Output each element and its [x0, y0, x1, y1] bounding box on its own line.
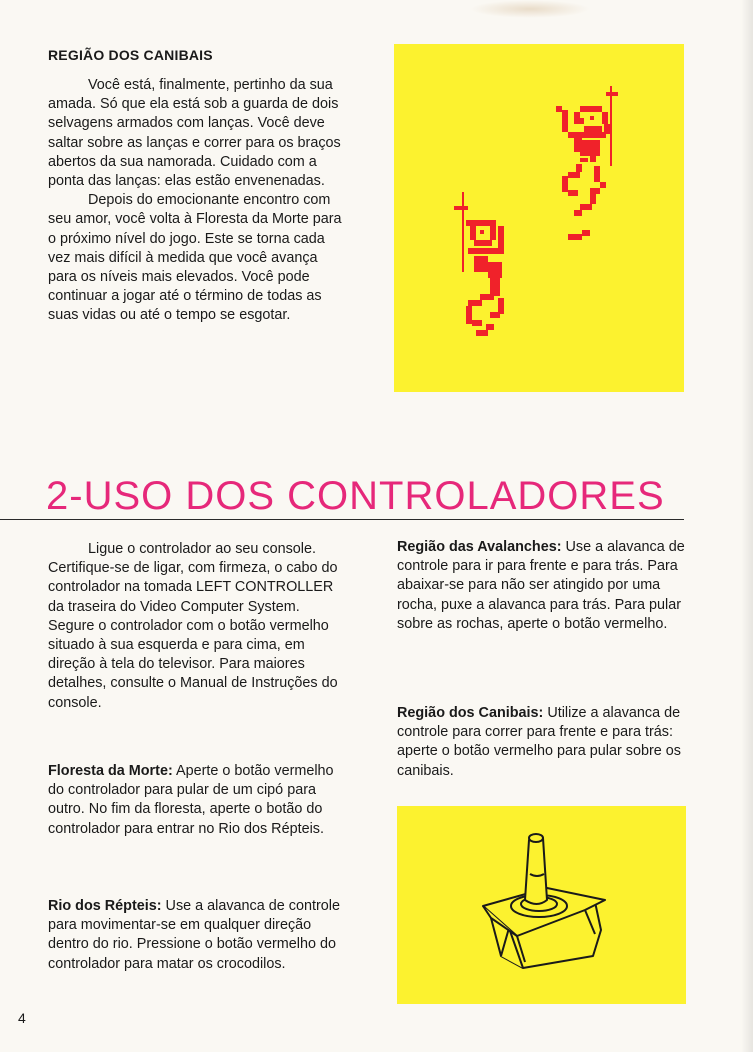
cannibal-section-heading: REGIÃO DOS CANIBAIS [48, 47, 213, 63]
chapter-divider [0, 519, 684, 520]
canibais-label: Região dos Canibais: [397, 705, 544, 721]
controller-intro [48, 540, 348, 713]
page-edge-shadow [741, 0, 753, 1052]
rio-text: Use a alavanca de controle para movimentar-se em qualquer direção dentro do rio. Pressione o botão vermelho do controlador para matar os crocodilos. [48, 898, 340, 972]
page-stain [470, 0, 590, 18]
chapter-title: 2-USO DOS CONTROLADORES [46, 474, 665, 518]
floresta-text: Aperte o botão vermelho do controlador para pular de um cipó para outro. No fim da floresta, aperte o botão do controlador para entrar no Rio dos Répteis. [48, 763, 334, 837]
floresta-block [48, 762, 348, 839]
joystick-icon [397, 806, 686, 1004]
floresta-paragraph [48, 762, 348, 839]
rio-block [48, 897, 348, 974]
cannibals-sprite-icon [394, 44, 684, 392]
canibais-text: Utilize a alavanca de controle para correr para frente e para trás: aperte o botão vermelho para pular sobre os canibais. [397, 705, 681, 779]
controller-intro-text: Ligue o controlador ao seu console. Certifique-se de ligar, com firmeza, o cabo do controlador na tomada LEFT CONTROLLER da traseira do Video Computer System. Segure o controlador com o botão vermelho situado à sua esquerda e para cima, em direção à tela do televisor. Para maiores detalhes, consulte o Manual de Instruções do console. [48, 541, 338, 711]
cannibal-section-text [48, 76, 348, 326]
floresta-label: Floresta da Morte: [48, 763, 173, 779]
page-number: 4 [18, 1010, 26, 1026]
rio-label: Rio dos Répteis: [48, 898, 162, 914]
joystick-illustration-panel [397, 806, 686, 1004]
avalanches-text: Use a alavanca de controle para ir para frente e para trás. Para abaixar-se para não ser atingido por uma rocha, puxe a alavanca para trás. Para pular sobre as rochas, aperte o botão vermelho. [397, 539, 685, 632]
cannibal-paragraph-2: Depois do emocionante encontro com seu amor, você volta à Floresta da Morte para o próximo nível do jogo. Este se torna cada vez mais difícil à medida que você avança para os níveis mais elevados. Você pode continuar a jogar até o término de todas as suas vidas ou até o tempo se esgotar. [48, 192, 342, 324]
canibais-block [397, 704, 692, 781]
canibais-paragraph [397, 704, 692, 781]
avalanches-label: Região das Avalanches: [397, 539, 562, 555]
cannibal-paragraph-1: Você está, finalmente, pertinho da sua amada. Só que ela está sob a guarda de dois selvagens armados com lanças. Você deve saltar sobre as lanças e correr para os braços abertos da sua namorada. Cuidado com a ponta das lanças: elas estão envenenadas. [48, 77, 341, 190]
avalanches-block [397, 538, 692, 634]
avalanches-paragraph [397, 538, 692, 634]
cannibals-illustration-panel [394, 44, 684, 392]
rio-paragraph [48, 897, 348, 974]
